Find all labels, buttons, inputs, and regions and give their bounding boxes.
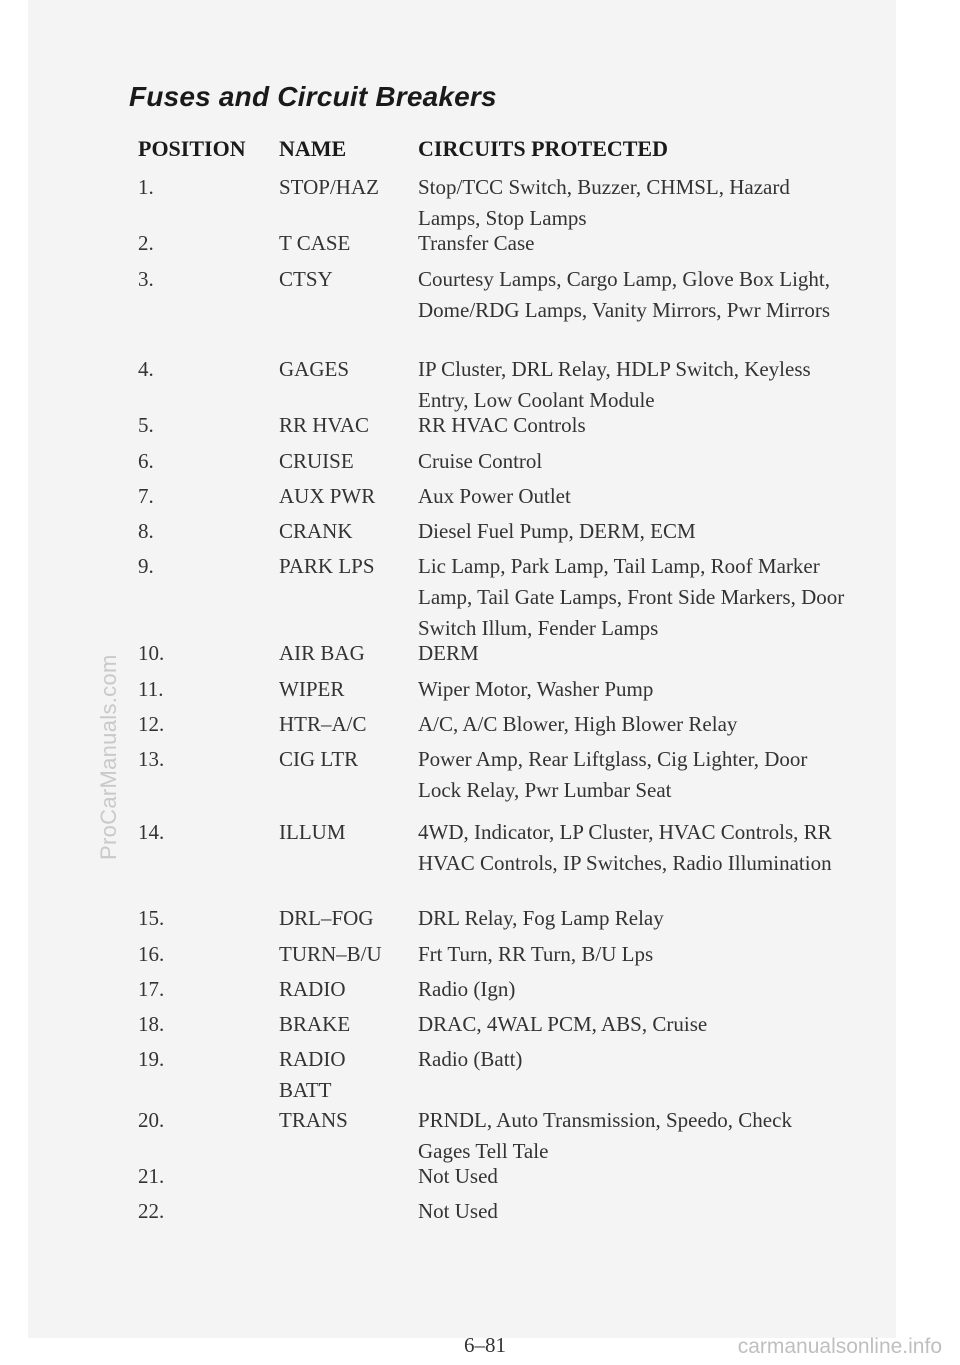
cell-circuits: Lic Lamp, Park Lamp, Tail Lamp, Roof Marker Lamp, Tail Gate Lamps, Front Side Markers, Door Switch Illum, Fender Lamps <box>418 554 845 640</box>
cell-name: RR HVAC <box>279 413 370 437</box>
header-name: NAME <box>279 136 347 161</box>
cell-circuits: Not Used <box>418 1164 498 1188</box>
cell-circuits: IP Cluster, DRL Relay, HDLP Switch, Keyless Entry, Low Coolant Module <box>418 357 811 412</box>
cell-name: CRUISE <box>279 449 354 473</box>
cell-position: 9. <box>138 554 154 578</box>
cell-position: 15. <box>138 906 165 930</box>
watermark-side: ProCarManuals.com <box>96 654 121 860</box>
cell-name: WIPER <box>279 677 345 701</box>
cell-circuits: Wiper Motor, Washer Pump <box>418 677 654 701</box>
watermark-bottom: carmanualsonline.info <box>737 1335 942 1358</box>
cell-name: HTR–A/C <box>279 712 367 736</box>
cell-position: 14. <box>138 820 165 844</box>
header-position: POSITION <box>138 136 246 161</box>
cell-name: CIG LTR <box>279 747 359 771</box>
cell-position: 6. <box>138 449 154 473</box>
cell-position: 16. <box>138 942 165 966</box>
cell-circuits: DRL Relay, Fog Lamp Relay <box>418 906 664 930</box>
cell-position: 11. <box>138 677 164 701</box>
cell-name: RADIO BATT <box>279 1047 346 1102</box>
cell-position: 22. <box>138 1199 165 1223</box>
cell-circuits: DRAC, 4WAL PCM, ABS, Cruise <box>418 1012 708 1036</box>
cell-circuits: Not Used <box>418 1199 498 1223</box>
cell-circuits: Cruise Control <box>418 449 543 473</box>
cell-position: 3. <box>138 267 154 291</box>
cell-position: 20. <box>138 1108 165 1132</box>
cell-name: STOP/HAZ <box>279 175 379 199</box>
cell-circuits: Frt Turn, RR Turn, B/U Lps <box>418 942 654 966</box>
cell-name: TURN–B/U <box>279 942 382 966</box>
cell-name: TRANS <box>279 1108 348 1132</box>
cell-position: 17. <box>138 977 165 1001</box>
cell-name: GAGES <box>279 357 350 381</box>
cell-circuits: Stop/TCC Switch, Buzzer, CHMSL, Hazard Lamps, Stop Lamps <box>418 175 790 230</box>
cell-name: ILLUM <box>279 820 346 844</box>
page-title: Fuses and Circuit Breakers <box>129 81 497 112</box>
cell-circuits: Radio (Batt) <box>418 1047 523 1071</box>
cell-circuits: Aux Power Outlet <box>418 484 571 508</box>
cell-position: 21. <box>138 1164 165 1188</box>
cell-circuits: Courtesy Lamps, Cargo Lamp, Glove Box Light, Dome/RDG Lamps, Vanity Mirrors, Pwr Mirrors <box>418 267 831 322</box>
cell-circuits: Diesel Fuel Pump, DERM, ECM <box>418 519 696 543</box>
cell-circuits: A/C, A/C Blower, High Blower Relay <box>418 712 738 736</box>
cell-circuits: DERM <box>418 641 479 665</box>
cell-position: 18. <box>138 1012 165 1036</box>
cell-name: BRAKE <box>279 1012 351 1036</box>
cell-circuits: PRNDL, Auto Transmission, Speedo, Check Gages Tell Tale <box>418 1108 792 1163</box>
cell-name: PARK LPS <box>279 554 375 578</box>
cell-circuits: Power Amp, Rear Liftglass, Cig Lighter, Door Lock Relay, Pwr Lumbar Seat <box>418 747 808 802</box>
cell-name: RADIO <box>279 977 346 1001</box>
cell-position: 10. <box>138 641 165 665</box>
cell-name: AUX PWR <box>279 484 376 508</box>
cell-name: DRL–FOG <box>279 906 374 930</box>
page-number: 6–81 <box>464 1333 506 1357</box>
cell-position: 5. <box>138 413 154 437</box>
cell-name: CRANK <box>279 519 353 543</box>
cell-position: 4. <box>138 357 154 381</box>
cell-position: 19. <box>138 1047 165 1071</box>
cell-position: 8. <box>138 519 154 543</box>
cell-position: 1. <box>138 175 154 199</box>
cell-circuits: Transfer Case <box>418 231 535 255</box>
cell-name: T CASE <box>279 231 351 255</box>
cell-name: AIR BAG <box>279 641 365 665</box>
cell-position: 7. <box>138 484 154 508</box>
cell-circuits: 4WD, Indicator, LP Cluster, HVAC Controls, RR HVAC Controls, IP Switches, Radio Illumination <box>418 820 832 875</box>
cell-circuits: Radio (Ign) <box>418 977 516 1001</box>
cell-position: 2. <box>138 231 154 255</box>
cell-circuits: RR HVAC Controls <box>418 413 586 437</box>
cell-position: 13. <box>138 747 165 771</box>
cell-name: CTSY <box>279 267 333 291</box>
header-circuits: CIRCUITS PROTECTED <box>418 136 668 161</box>
cell-position: 12. <box>138 712 165 736</box>
